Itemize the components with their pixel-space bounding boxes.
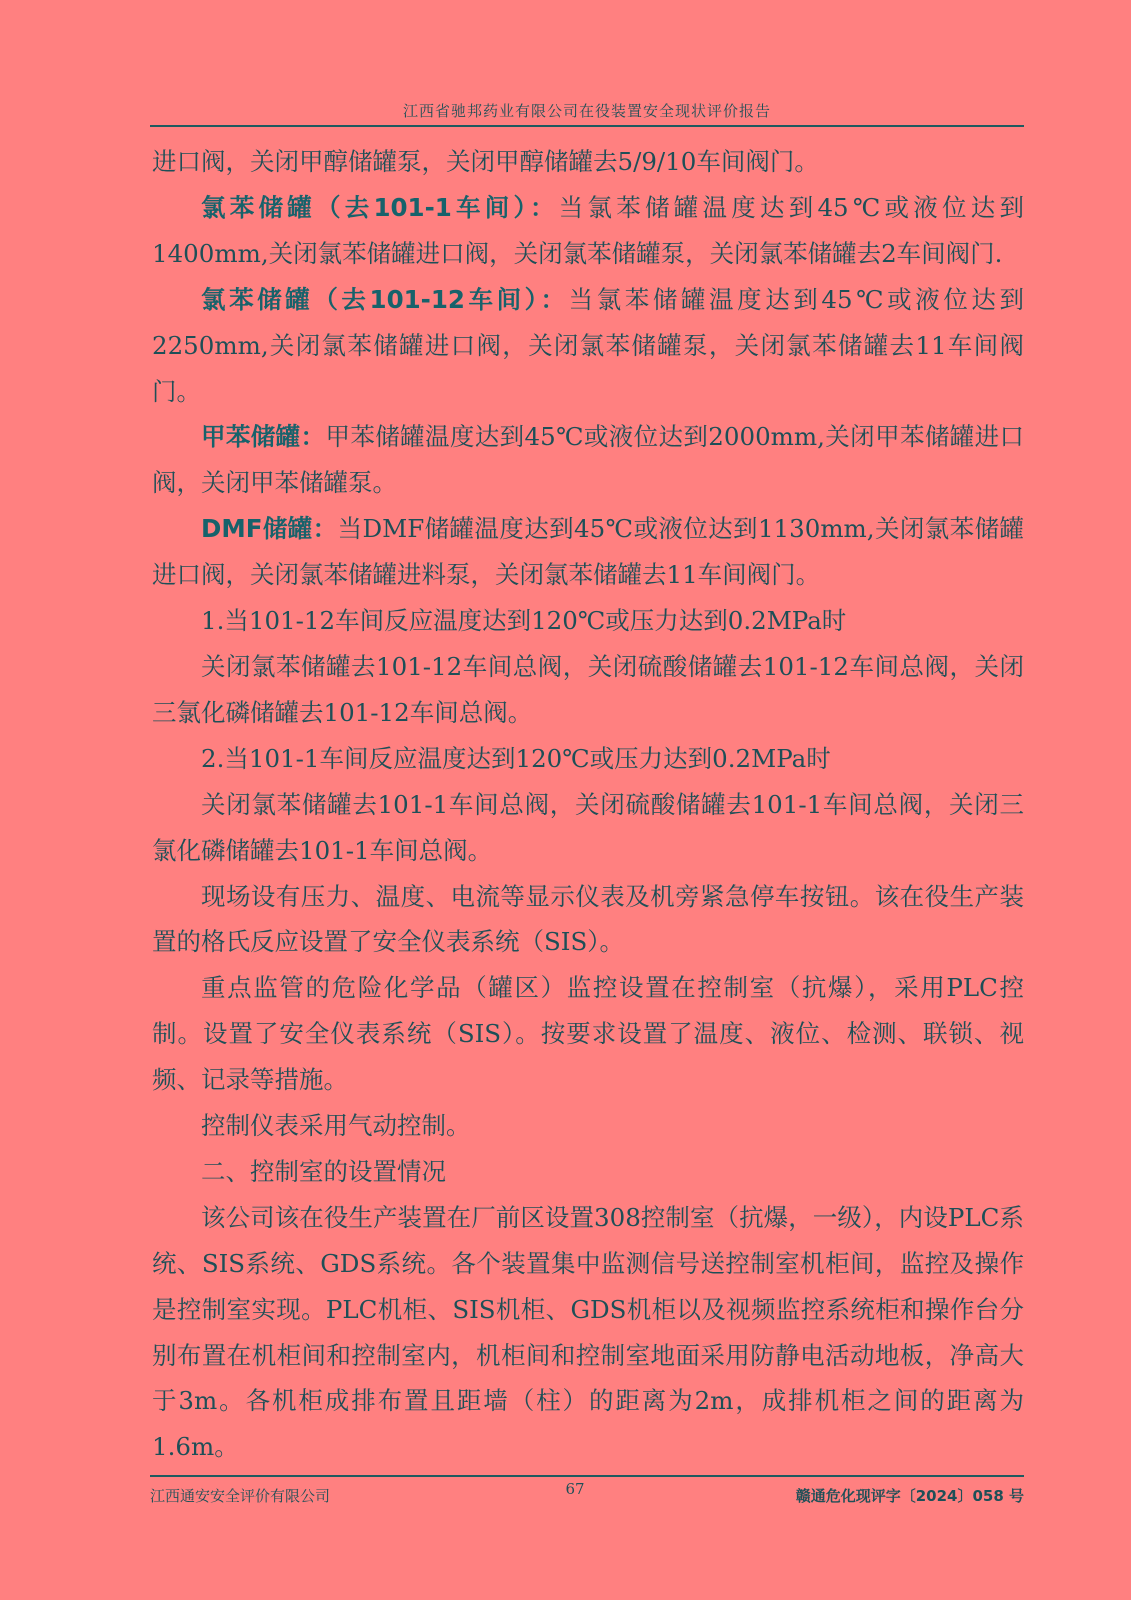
paragraph-pneumatic-control bbox=[152, 1103, 1024, 1149]
paragraph-label: 甲苯储罐： bbox=[201, 422, 326, 452]
paragraph-instrumentation bbox=[152, 874, 1024, 966]
paragraph-text: 二、控制室的设置情况 bbox=[201, 1156, 446, 1186]
section-heading-control-room bbox=[152, 1149, 1024, 1195]
paragraph-methanol-tank-cont bbox=[152, 139, 1024, 185]
paragraph-monitoring bbox=[152, 965, 1024, 1103]
paragraph-item-2-actions bbox=[152, 782, 1024, 874]
paragraph-text: 当氯苯储罐温度达到45℃或液位达到2250mm,关闭氯苯储罐进口阀，关闭氯苯储罐泵，关闭氯苯储罐去11车间阀门。 bbox=[152, 284, 1024, 406]
paragraph-chlorobenzene-tank-101-1 bbox=[152, 185, 1024, 277]
paragraph-text: 1.当101-12车间反应温度达到120℃或压力达到0.2MPa时 bbox=[201, 606, 847, 636]
footer-company: 江西通安安全评价有限公司 bbox=[150, 1487, 331, 1505]
paragraph-text: 现场设有压力、温度、电流等显示仪表及机旁紧急停车按钮。该在役生产装置的格氏反应设置了安全仪表系统（SIS）。 bbox=[152, 881, 1024, 957]
page-number: 67 bbox=[565, 1480, 585, 1498]
header-divider bbox=[150, 125, 1024, 127]
paragraph-text: 甲苯储罐温度达到45℃或液位达到2000mm,关闭甲苯储罐进口阀，关闭甲苯储罐泵。 bbox=[152, 422, 1025, 498]
footer-report-code: 赣通危化现评字〔2024〕058 号 bbox=[795, 1487, 1024, 1505]
paragraph-text: 重点监管的危险化学品（罐区）监控设置在控制室（抗爆），采用PLC控制。设置了安全仪表系统（SIS）。按要求设置了温度、液位、检测、联锁、视频、记录等措施。 bbox=[152, 973, 1024, 1095]
paragraph-label: 氯苯储罐（去101-12车间）： bbox=[201, 284, 569, 314]
document-body bbox=[152, 139, 1024, 1470]
paragraph-item-1-actions bbox=[152, 644, 1024, 736]
footer-divider bbox=[150, 1475, 1024, 1477]
paragraph-text: 关闭氯苯储罐去101-1车间总阀，关闭硫酸储罐去101-1车间总阀，关闭三氯化磷储罐去101-1车间总阀。 bbox=[152, 789, 1024, 865]
paragraph-text: 关闭氯苯储罐去101-12车间总阀，关闭硫酸储罐去101-12车间总阀，关闭三氯化磷储罐去101-12车间总阀。 bbox=[152, 651, 1024, 727]
paragraph-toluene-tank bbox=[152, 414, 1024, 506]
paragraph-dmf-tank bbox=[152, 506, 1024, 598]
paragraph-text: 当DMF储罐温度达到45℃或液位达到1130mm,关闭氯苯储罐进口阀，关闭氯苯储罐进料泵，关闭氯苯储罐去11车间阀门。 bbox=[152, 514, 1024, 590]
paragraph-chlorobenzene-tank-101-12 bbox=[152, 277, 1024, 415]
paragraph-control-room bbox=[152, 1195, 1024, 1470]
paragraph-item-1 bbox=[152, 598, 1024, 644]
paragraph-text: 当氯苯储罐温度达到45℃或液位达到1400mm,关闭氯苯储罐进口阀，关闭氯苯储罐泵，关闭氯苯储罐去2车间阀门. bbox=[152, 192, 1024, 268]
paragraph-text: 该公司该在役生产装置在厂前区设置308控制室（抗爆，一级），内设PLC系统、SIS系统、GDS系统。各个装置集中监测信号送控制室机柜间，监控及操作是控制室实现。PLC机柜、SIS机柜、GDS机柜以及视频监控系统柜和操作台分别布置在机柜间和控制室内，机柜间和控制室地面采用防静电活动地板，净高大于3m。各机柜成排布置且距墙（柱）的距离为2m，成排机柜之间的距离为1.6m。 bbox=[152, 1202, 1024, 1462]
paragraph-text: 进口阀，关闭甲醇储罐泵，关闭甲醇储罐去5/9/10车间阀门。 bbox=[152, 147, 819, 176]
paragraph-item-2 bbox=[152, 736, 1024, 782]
page-header-title: 江西省驰邦药业有限公司在役装置安全现状评价报告 bbox=[402, 102, 771, 120]
paragraph-label: 氯苯储罐（去101-1车间）： bbox=[201, 192, 559, 222]
paragraph-label: DMF储罐： bbox=[201, 514, 338, 544]
paragraph-text: 控制仪表采用气动控制。 bbox=[201, 1111, 471, 1141]
paragraph-text: 2.当101-1车间反应温度达到120℃或压力达到0.2MPa时 bbox=[201, 743, 831, 773]
